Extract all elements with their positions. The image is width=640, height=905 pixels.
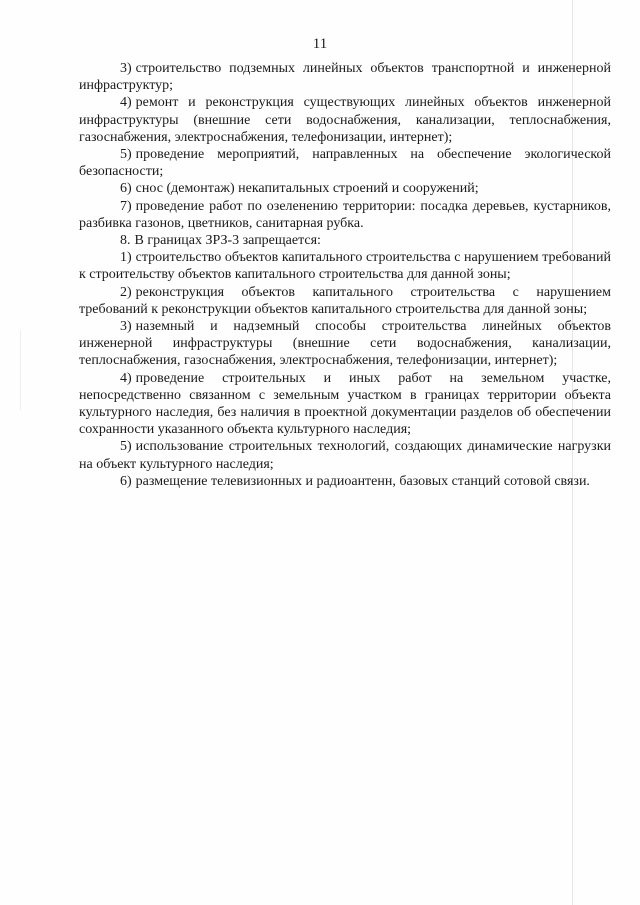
item-number: 3) [120,61,132,76]
list-item [79,94,611,146]
item-text: проведение работ по озеленению территории: посадка деревьев, кустарников, разбивка газонов, цветников, санитарная рубка. [79,198,611,231]
item-text: использование строительных технологий, создающих динамические нагрузки на объект культурного наследия; [79,439,611,472]
item-text: ремонт и реконструкция существующих линейных объектов инженерной инфраструктуры (внешние сети водоснабжения, канализации, теплоснабжения, газоснабжения, электроснабжения, телефонизации, интернет); [79,95,611,145]
list-item [79,146,611,180]
item-number: 5) [120,147,132,163]
list-item [79,180,611,197]
item-number: 7) [120,198,132,214]
list-item [79,60,611,94]
item-text: реконструкция объектов капитального строительства с нарушением требований к реконструкции объектов капитального строительства для данной зоны; [79,284,611,317]
item-text: строительство подземных линейных объектов транспортной и инженерной инфраструктур; [79,61,611,94]
item-number: 5) [120,439,132,455]
list-item [79,249,611,283]
item-number: 2) [120,284,132,300]
item-text: снос (демонтаж) некапитальных строений и сооружений; [135,181,479,197]
item-text: проведение мероприятий, направленных на обеспечение экологической безопасности; [79,147,611,180]
item-number: 6) [120,473,132,489]
item-text: проведение строительных и иных работ на земельном участке, непосредственно связанном с земельным участком в границах территории объекта культурного наследия, без наличия в проектной документации разделов об обеспечении сохранности указанного объекта культурного наследия; [79,370,611,438]
list-item [79,473,611,490]
page-number: 11 [312,36,328,52]
item-number: 4) [120,95,132,111]
item-text: строительство объектов капитального строительства с нарушением требований к строительству объектов капитального строительства для данной зоны; [79,250,611,283]
list-item [79,438,611,472]
list-item [79,198,611,232]
item-number: 3) [120,319,132,335]
section-number: 8. [120,233,131,249]
item-text: наземный и надземный способы строительства линейных объектов инженерной инфраструктуры (внешние сети водоснабжения, канализации, теплоснабжения, газоснабжения, электроснабжения, телефонизации, интернет); [79,319,611,369]
section-heading [79,232,611,249]
list-item [79,318,611,370]
item-text: размещение телевизионных и радиоантенн, базовых станций сотовой связи. [135,473,590,489]
list-item [79,370,611,439]
item-number: 6) [120,181,132,197]
scan-artifact-line [20,330,21,410]
section-text: В границах ЗРЗ-3 запрещается: [134,233,321,249]
item-number: 1) [120,250,132,266]
list-item [79,284,611,318]
document-body [79,60,611,490]
item-number: 4) [120,370,132,386]
